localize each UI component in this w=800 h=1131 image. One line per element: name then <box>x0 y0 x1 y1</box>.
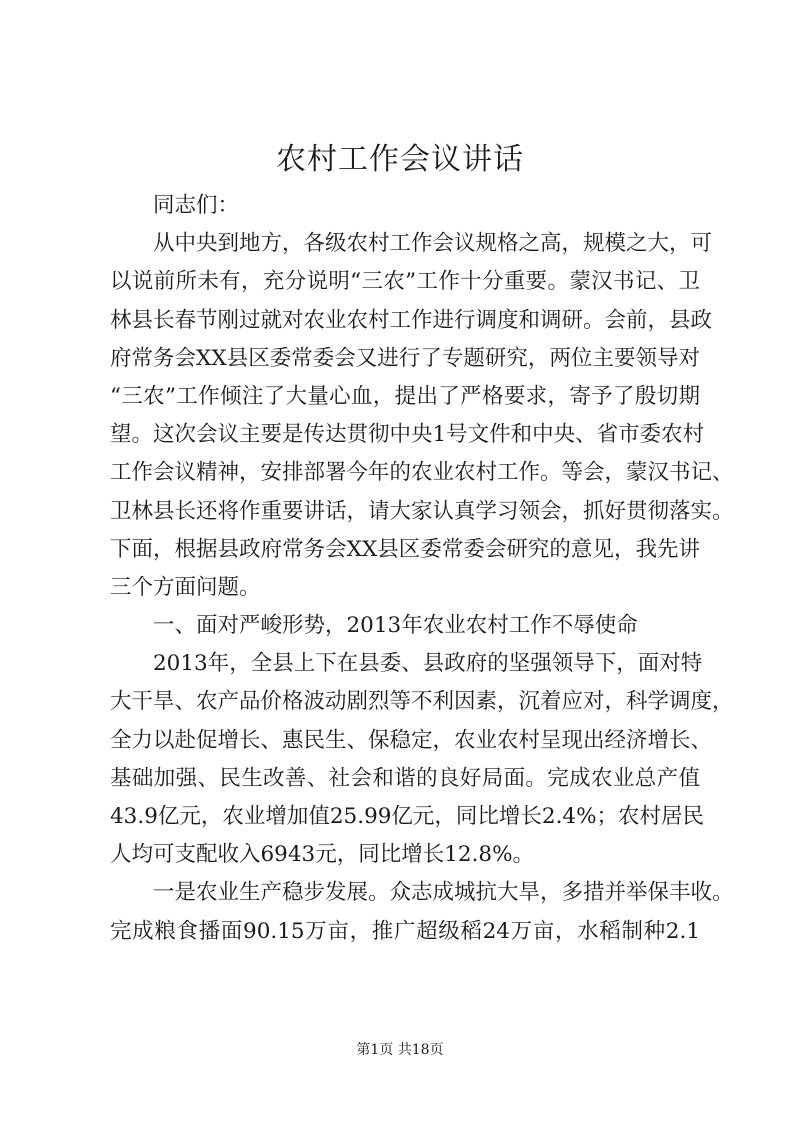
paragraph-line: 人均可支配收入6943元，同比增长12.8%。 <box>110 842 535 868</box>
salutation-line: 同志们： <box>153 193 240 218</box>
paragraph-line: 望。这次会议主要是传达贯彻中央1号文件和中央、省市委农村 <box>110 422 705 448</box>
paragraph-line: 工作会议精神，安排部署今年的农业农村工作。等会，蒙汉书记、 <box>110 460 734 486</box>
paragraph-line: 2013年，全县上下在县委、县政府的坚强领导下，面对特 <box>153 651 703 677</box>
paragraph-line: 林县长春节刚过就对农业农村工作进行调度和调研。会前，县政 <box>110 307 713 333</box>
section-heading: 一、面对严峻形势，2013年农业农村工作不辱使命 <box>153 613 638 639</box>
paragraph-line: “三农”工作倾注了大量心血，提出了严格要求，寄予了殷切期 <box>110 383 700 409</box>
paragraph-line: 一是农业生产稳步发展。众志成城抗大旱，多措并举保丰收。 <box>153 880 734 906</box>
paragraph-line: 三个方面问题。 <box>110 574 261 600</box>
paragraph-line: 卫林县长还将作重要讲话，请大家认真学习领会，抓好贯彻落实。 <box>110 498 734 524</box>
page-number: 第1页 共18页 <box>356 1042 444 1058</box>
document-title: 农村工作会议讲话 <box>276 142 524 177</box>
paragraph-line: 大干旱、农产品价格波动剧烈等不利因素，沉着应对，科学调度， <box>110 689 734 715</box>
paragraph-line: 府常务会XX县区委常委会又进行了专题研究，两位主要领导对 <box>110 345 700 371</box>
paragraph-line: 从中央到地方，各级农村工作会议规格之高，规模之大，可 <box>153 231 713 257</box>
paragraph-line: 基础加强、民生改善、社会和谐的良好局面。完成农业总产值 <box>110 765 700 791</box>
paragraph-line: 全力以赴促增长、惠民生、保稳定，农业农村呈现出经济增长、 <box>110 727 713 753</box>
paragraph-line: 43.9亿元，农业增加值25.99亿元，同比增长2.4%；农村居民 <box>110 804 705 829</box>
paragraph-line: 以说前所未有，充分说明“三农”工作十分重要。蒙汉书记、卫 <box>110 269 700 295</box>
paragraph-line: 完成粮食播面90.15万亩，推广超级稻24万亩，水稻制种2.1 <box>110 918 700 944</box>
document-body <box>110 187 734 951</box>
paragraph-line: 下面，根据县政府常务会XX县区委常委会研究的意见，我先讲 <box>110 536 700 562</box>
